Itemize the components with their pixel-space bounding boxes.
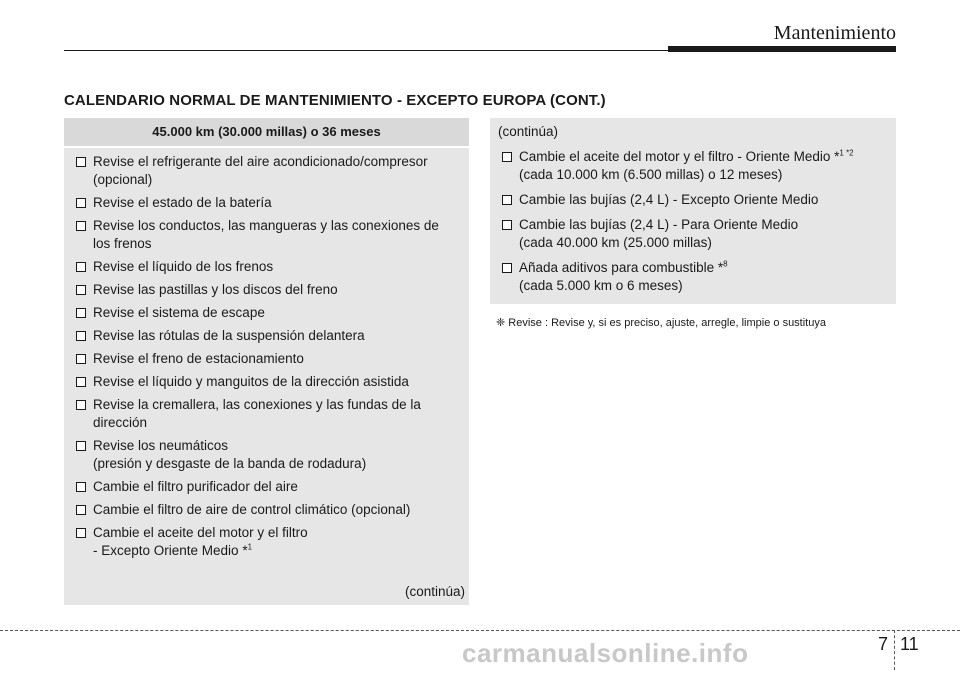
item-text: Cambie el filtro purificador del aire: [93, 479, 298, 494]
checkbox-icon: [76, 308, 86, 318]
checklist-item: [72, 304, 461, 322]
item-text: Revise las pastillas y los discos del freno: [93, 282, 338, 297]
checklist-item: [498, 191, 888, 209]
interval-header: 45.000 km (30.000 millas) o 36 meses: [64, 118, 469, 148]
checkbox-icon: [76, 157, 86, 167]
item-subtext: dirección: [93, 415, 148, 430]
checkbox-icon: [502, 152, 512, 162]
checkbox-icon: [76, 505, 86, 515]
page-number: 11: [900, 634, 919, 654]
checklist-item: [72, 396, 461, 432]
checkbox-icon: [502, 263, 512, 273]
item-text: Revise el estado de la batería: [93, 195, 272, 210]
item-text: Revise las rótulas de la suspensión delantera: [93, 328, 365, 343]
checklist-item: [72, 281, 461, 299]
checklist-item: [498, 148, 888, 184]
checklist-item: [498, 259, 888, 295]
item-subtext: - Excepto Oriente Medio *: [93, 543, 248, 558]
continued-label: (continúa): [404, 584, 465, 599]
item-text: Añada aditivos para combustible *: [519, 260, 724, 275]
item-subtext: (cada 5.000 km o 6 meses): [519, 278, 683, 293]
checklist-item: [72, 194, 461, 212]
footnote: ❈ Revise : Revise y, si es preciso, ajuste, arregle, limpie o sustituya: [496, 317, 826, 329]
checklist-item: [72, 437, 461, 473]
item-subtext: (presión y desgaste de la banda de rodadura): [93, 456, 367, 471]
page-number-divider: [894, 630, 895, 670]
item-subtext: los frenos: [93, 236, 152, 251]
item-text: Revise el líquido de los frenos: [93, 259, 274, 274]
footnote-marker: 1: [247, 542, 253, 552]
checkbox-icon: [502, 220, 512, 230]
item-subtext: (cada 10.000 km (6.500 millas) o 12 meses): [519, 167, 783, 182]
checkbox-icon: [76, 331, 86, 341]
item-subtext: (cada 40.000 km (25.000 millas): [519, 235, 712, 250]
checklist-item: [72, 501, 461, 519]
checkbox-icon: [76, 400, 86, 410]
checkbox-icon: [76, 262, 86, 272]
checkbox-icon: [76, 482, 86, 492]
item-text: Revise la cremallera, las conexiones y las fundas de la: [93, 397, 421, 412]
checkbox-icon: [76, 285, 86, 295]
footnote-marker: 1 *2: [839, 148, 854, 158]
checklist: [64, 148, 469, 560]
checkbox-icon: [76, 441, 86, 451]
checkbox-icon: [76, 528, 86, 538]
item-text: Cambie el aceite del motor y el filtro: [93, 525, 308, 540]
item-text: Cambie las bujías (2,4 L) - Excepto Oriente Medio: [519, 192, 819, 207]
item-text: Cambie las bujías (2,4 L) - Para Oriente Medio: [519, 217, 799, 232]
header-rule-accent: [668, 46, 896, 52]
item-text: Revise el sistema de escape: [93, 305, 265, 320]
chapter-number: 7: [878, 634, 889, 654]
checklist-item: [72, 524, 461, 560]
section-title: CALENDARIO NORMAL DE MANTENIMIENTO - EXCEPTO EUROPA (CONT.): [64, 92, 606, 109]
watermark: carmanualsonline.info: [462, 638, 749, 668]
checklist-item: [72, 153, 461, 189]
maintenance-panel-left: [64, 118, 469, 605]
checkbox-icon: [76, 354, 86, 364]
checklist-item: [72, 258, 461, 276]
checklist-item: [72, 327, 461, 345]
item-subtext: (opcional): [93, 172, 153, 187]
item-text: Revise los neumáticos: [93, 438, 229, 453]
footnote-marker: 8: [723, 259, 728, 269]
footer-rule: [0, 630, 960, 631]
item-text: Cambie el filtro de aire de control climático (opcional): [93, 502, 411, 517]
checkbox-icon: [76, 221, 86, 231]
item-text: Revise el refrigerante del aire acondicionado/compresor: [93, 154, 428, 169]
item-text: Revise el líquido y manguitos de la dirección asistida: [93, 374, 409, 389]
checklist-item: [72, 217, 461, 253]
continued-label: (continúa): [498, 124, 559, 139]
checklist-item: [72, 373, 461, 391]
checklist-item: [72, 478, 461, 496]
checkbox-icon: [502, 195, 512, 205]
item-text: Revise el freno de estacionamiento: [93, 351, 304, 366]
chapter-title: Mantenimiento: [773, 22, 896, 44]
checklist: [490, 148, 896, 295]
checkbox-icon: [76, 377, 86, 387]
checklist-item: [72, 350, 461, 368]
checkbox-icon: [76, 198, 86, 208]
checklist-item: [498, 216, 888, 252]
item-text: Revise los conductos, las mangueras y las conexiones de: [93, 218, 439, 233]
item-text: Cambie el aceite del motor y el filtro - Oriente Medio *: [519, 149, 840, 164]
maintenance-panel-right: [490, 118, 896, 304]
